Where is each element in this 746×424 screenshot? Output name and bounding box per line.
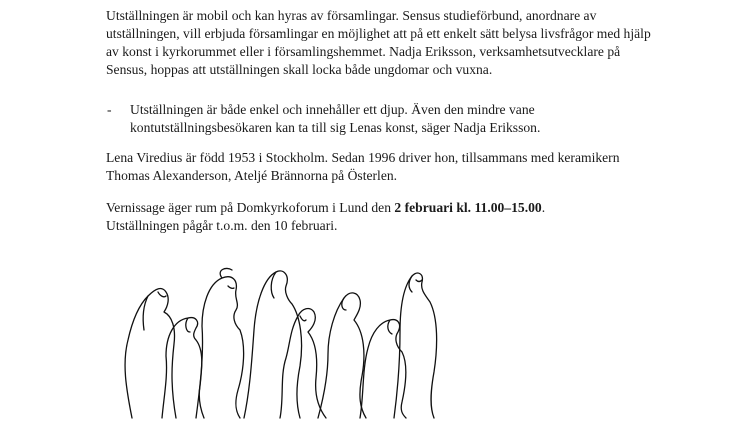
paragraph-exhibition-text: Utställningen är mobil och kan hyras av församlingar. Sensus studieförbund, anordnare av utställningen, vill erbjuda församlingar en möjlighet att på ett enkelt sätt belysa livsfrågor med hjälp av konst i kyrkorummet eller i församlingshemmet. Nadja Eriksson, verksamhetsutvecklare på Sensus, hoppas att utställningen skall locka både ungdomar och vuxna. bbox=[106, 8, 651, 77]
vernissage-date: 2 februari kl. 11.00–15.00 bbox=[394, 200, 542, 215]
vernissage-suffix: . bbox=[541, 200, 546, 215]
quote-list-item bbox=[107, 101, 650, 137]
quote-text: Utställningen är både enkel och innehåller ett djup. Även den mindre vane kontutställningsbesökaren kan ta till sig Lenas konst, säger Nadja Eriksson. bbox=[130, 102, 541, 135]
paragraph-artist-text: Lena Viredius är född 1953 i Stockholm. Sedan 1996 driver hon, tillsammans med keramikern Thomas Alexanderson, Ateljé Brännorna på Österlen. bbox=[106, 150, 620, 183]
vernissage-prefix: Vernissage äger rum på Domkyrkoforum i Lund den bbox=[106, 200, 395, 215]
paragraph-exhibition-info bbox=[106, 7, 651, 79]
paragraph-artist-bio bbox=[106, 149, 651, 185]
line-drawing-figures-icon bbox=[104, 258, 444, 419]
list-dash: - bbox=[107, 102, 112, 117]
paragraph-vernissage bbox=[106, 199, 651, 235]
vernissage-line-2: Utställningen pågår t.o.m. den 10 februari. bbox=[106, 218, 338, 233]
vernissage-line-1 bbox=[106, 199, 651, 217]
